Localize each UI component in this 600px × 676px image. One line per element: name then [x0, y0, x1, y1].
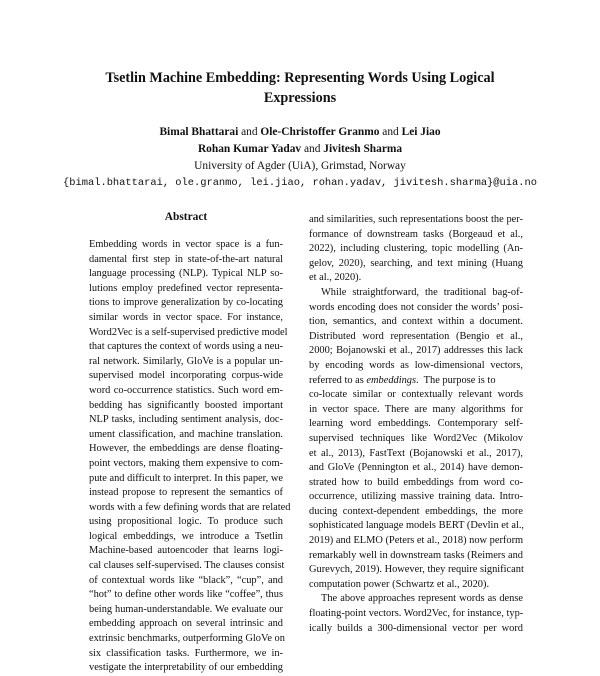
body-line: et al., 2013), FastText (Bojanowski et al., 2017), [309, 447, 523, 459]
body-line: ically builds a 300-dimensional vector per word [309, 622, 523, 634]
abstract-line: lutions employ predefined vector representa- [89, 282, 283, 294]
abstract-line: Machine-based autoencoder that learns logi- [89, 545, 283, 557]
abstract-line: damental first step in state-of-the-art natural [89, 253, 283, 265]
body-line: computation power (Schwartz et al., 2020). [309, 578, 490, 590]
body-line: in vector space. There are many algorithms for [309, 403, 523, 415]
abstract-line: Embedding words in vector space is a fun- [89, 239, 283, 250]
abstract-line: embedding approach on several intrinsic and [89, 618, 283, 630]
abstract-line: pute and difficult to interpret. In this paper, we [89, 472, 283, 484]
body-line: Distributed word representation (Bengio et al., [309, 330, 523, 342]
paper-title [60, 68, 540, 108]
body-line: supervised techniques like Word2Vec (Mikolov [309, 432, 523, 444]
abstract-line: logical embeddings, we introduce a Tsetlin [89, 530, 283, 542]
body-line: The above approaches represent words as dense [321, 593, 523, 605]
body-line: and similarities, such representations boost the per- [309, 214, 523, 225]
body-line: learning word embeddings. Contemporary self- [309, 418, 523, 430]
body-line: strated how to build embeddings from word co- [309, 476, 523, 488]
body-line: occurrence, utilizing massive training data. Intro- [309, 491, 523, 503]
body-line: and GloVe (Pennington et al., 2014) have demon- [309, 462, 523, 474]
body-line: formance of downstream tasks (Borgeaud et al., [309, 228, 523, 240]
abstract-body [89, 238, 291, 676]
abstract-line: six classification tasks. Furthermore, we in- [89, 647, 283, 659]
body-line [309, 374, 523, 389]
author-and: and [238, 126, 261, 138]
abstract-line: cal clauses self-supervised. The clauses consist [89, 560, 285, 572]
author-and: and [301, 143, 324, 155]
body-line: While straightforward, the traditional bag-of- [321, 286, 523, 298]
author-line-2 [30, 141, 570, 158]
intro-body [309, 213, 523, 636]
abstract-line: tions to improve generalization by co-locating [89, 297, 283, 309]
body-line: gelov, 2020), searching, and text mining (Huang [309, 257, 523, 269]
emphasis-text: embeddings [366, 374, 417, 386]
body-line: 2019) and ELMO (Peters et al., 2018) now perform [309, 535, 524, 547]
author-block [30, 124, 570, 192]
author-name: Ole-Christoffer Granmo [260, 126, 380, 138]
abstract-line: similar words in vector space. For instance, [89, 311, 283, 323]
abstract-heading: Abstract [164, 211, 208, 223]
affiliation: University of Agder (UiA), Grimstad, Norway [194, 160, 406, 172]
abstract-line: supervised model incorporating corpus-wide [89, 370, 283, 382]
author-emails: {bimal.bhattarai, ole.granmo, lei.jiao, rohan.yadav, jivitesh.sharma}@uia.no [63, 177, 537, 189]
author-line-1 [30, 124, 570, 141]
abstract-line: point vectors, making them expensive to com- [89, 457, 283, 469]
body-line: sophisticated language models BERT (Devlin et al., [309, 520, 525, 532]
author-name: Bimal Bhattarai [159, 126, 239, 138]
abstract-line: ument classification, and machine translation. [89, 428, 283, 440]
abstract-line: However, the embeddings are dense floating- [89, 443, 283, 455]
body-line: words encoding does not consider the words’ posi- [309, 301, 523, 313]
body-line: co-locate similar or contextually relevant words [309, 389, 523, 401]
body-line: Gurevych, 2019). However, they require significant [309, 564, 524, 576]
abstract-line: being human-understandable. We evaluate our [89, 603, 283, 615]
author-and: and [379, 126, 402, 138]
abstract-line: language processing (NLP). Typical NLP so- [89, 268, 283, 280]
body-line: by encoding words as low-dimensional vectors, [309, 359, 523, 371]
body-line: tion, semantics, and context within a document. [309, 316, 523, 328]
abstract-line: vestigate the interpretability of our embedding [89, 662, 283, 674]
abstract-line: that captures the context of words using a neu- [89, 341, 283, 353]
title-line-1: Tsetlin Machine Embedding: Representing Words Using Logical [105, 70, 495, 86]
body-line: et al., 2020). [309, 272, 362, 284]
abstract-line: instead propose to represent the semantics of [89, 487, 283, 499]
abstract-line: ral network. Similarly, GloVe is a popular un- [89, 355, 283, 367]
body-line: ducing context-dependent embeddings, the more [309, 505, 523, 517]
abstract-line: of contextual words like “black”, “cup”, and [89, 574, 283, 586]
abstract-line: word co-occurrence statistics. Such word em- [89, 384, 283, 396]
body-line: floating-point vectors. Word2Vec, for instance, typ- [309, 608, 524, 620]
body-line: remarkably well in downstream tasks (Reimers and [309, 549, 523, 561]
abstract-line: words with a few defining words that are related [89, 501, 291, 513]
abstract-line: NLP tasks, including sentiment analysis, doc- [89, 414, 283, 426]
title-line-2: Expressions [263, 90, 337, 106]
abstract-line: bedding has significantly boosted important [89, 399, 283, 411]
author-name: Rohan Kumar Yadav [197, 143, 302, 155]
body-line: 2000; Bojanowski et al., 2017) addresses this lack [309, 345, 523, 357]
body-text: . The purpose is to [416, 374, 496, 386]
abstract-line: Word2Vec is a self-supervised predictive model [89, 326, 288, 338]
author-name: Lei Jiao [401, 126, 441, 138]
abstract-line: extrinsic benchmarks, outperforming GloVe on [89, 633, 285, 645]
abstract-line: using propositional logic. To produce such [89, 516, 283, 528]
abstract-line: “hot” to define other words like “coffee”, thus [89, 589, 283, 601]
body-line: 2022), including clustering, topic modelling (An- [309, 243, 523, 255]
author-name: Jivitesh Sharma [323, 143, 403, 155]
body-text: referred to as [309, 374, 367, 386]
